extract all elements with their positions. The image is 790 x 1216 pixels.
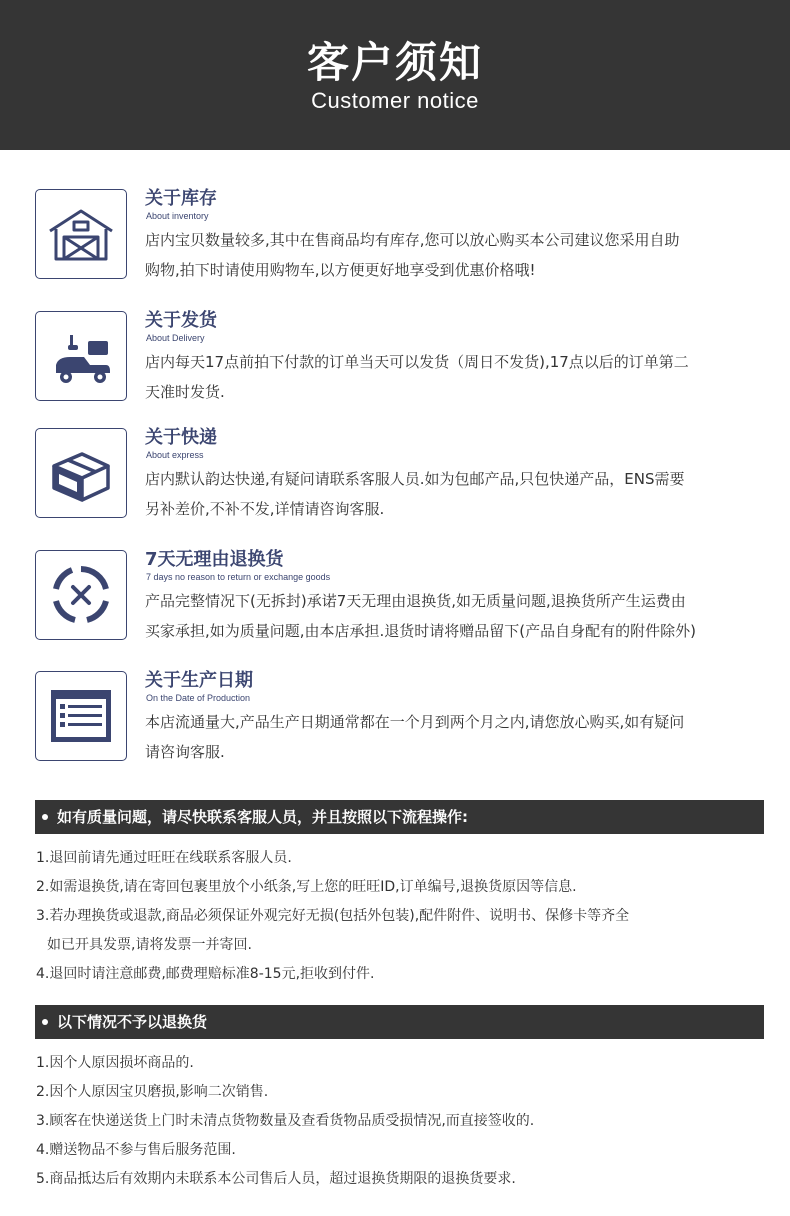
- section-title: 关于发货: [145, 310, 217, 331]
- body-line: 店内宝贝数量较多,其中在售商品均有库存,您可以放心购买本公司建议您采用自助: [145, 231, 680, 249]
- section-title: 7天无理由退换货: [145, 549, 284, 570]
- warehouse-icon: [44, 197, 118, 271]
- list-item: 1.因个人原因损坏商品的.: [36, 1055, 194, 1071]
- list-item: 2.如需退换货,请在寄回包裹里放个小纸条,写上您的旺旺ID,订单编号,退换货原因等信息.: [36, 879, 577, 895]
- body-line: 天准时发货.: [145, 383, 225, 401]
- body-line: 本店流通量大,产品生产日期通常都在一个月到两个月之内,请您放心购买,如有疑问: [145, 713, 685, 731]
- body-line: 店内默认韵达快递,有疑问请联系客服人员.如为包邮产品,只包快递产品，ENS需要: [145, 470, 685, 488]
- list-item: 如已开具发票,请将发票一并寄回.: [47, 937, 252, 953]
- section-subtitle: About inventory: [146, 211, 209, 221]
- list-item: 3.若办理换货或退款,商品必须保证外观完好无损(包括外包装),配件附件、说明书、保修卡等齐全: [36, 908, 630, 924]
- section-body: [145, 464, 757, 524]
- section-title: 关于库存: [145, 188, 217, 209]
- section-subtitle: 7 days no reason to return or exchange goods: [146, 572, 331, 582]
- bullet-dot: [42, 1019, 48, 1025]
- list-item: 3.顾客在快递送货上门时未清点货物数量及查看货物品质受损情况,而直接签收的.: [36, 1113, 535, 1129]
- icon-frame: [35, 550, 127, 640]
- section-title: 关于快递: [145, 427, 217, 448]
- exclusions-list: [36, 1049, 766, 1194]
- icon-frame: [35, 189, 127, 279]
- section-title: 关于生产日期: [145, 670, 253, 691]
- bullet-dot: [42, 814, 48, 820]
- section-body: [145, 225, 757, 285]
- body-line: 产品完整情况下(无拆封)承诺7天无理由退换货,如无质量问题,退换货所产生运费由: [145, 592, 686, 610]
- list-item: 5.商品抵达后有效期内未联系本公司售后人员，超过退换货期限的退换货要求.: [36, 1171, 516, 1187]
- exclusions-heading-bar: [35, 1005, 764, 1039]
- process-heading-bar: [35, 800, 764, 834]
- icon-frame: [35, 428, 127, 518]
- body-line: 请咨询客服.: [145, 743, 225, 761]
- page-title: 客户须知: [306, 38, 483, 87]
- section-body: [145, 707, 757, 767]
- process-list: [36, 844, 766, 989]
- section-body: [145, 347, 757, 407]
- scooter-icon: [44, 319, 118, 393]
- list-item: 2.因个人原因宝贝磨损,影响二次销售.: [36, 1084, 269, 1100]
- section-body: [145, 586, 770, 646]
- package-icon: [44, 436, 118, 510]
- list-item: 4.退回时请注意邮费,邮费理赔标准8-15元,拒收到付件.: [36, 966, 375, 982]
- section-subtitle: About express: [146, 450, 204, 460]
- body-line: 另补差价,不补不发,详情请咨询客服.: [145, 500, 385, 518]
- list-item: 1.退回前请先通过旺旺在线联系客服人员.: [36, 850, 292, 866]
- section-subtitle: On the Date of Production: [146, 693, 251, 703]
- section-subtitle: About Delivery: [146, 333, 205, 343]
- no-return-icon: [44, 558, 118, 632]
- list-item: 4.赠送物品不参与售后服务范围.: [36, 1142, 236, 1158]
- icon-frame: [35, 311, 127, 401]
- list-document-icon: [44, 679, 118, 753]
- body-line: 购物,拍下时请使用购物车,以方便更好地享受到优惠价格哦!: [145, 261, 536, 279]
- page-subtitle: Customer notice: [311, 88, 479, 113]
- header-banner: [0, 0, 790, 150]
- process-heading: 如有质量问题，请尽快联系客服人员，并且按照以下流程操作:: [57, 808, 469, 826]
- body-line: 买家承担,如为质量问题,由本店承担.退货时请将赠品留下(产品自身配有的附件除外): [145, 622, 697, 640]
- body-line: 店内每天17点前拍下付款的订单当天可以发货（周日不发货),17点以后的订单第二: [145, 353, 689, 371]
- exclusions-heading: 以下情况不予以退换货: [57, 1013, 208, 1031]
- icon-frame: [35, 671, 127, 761]
